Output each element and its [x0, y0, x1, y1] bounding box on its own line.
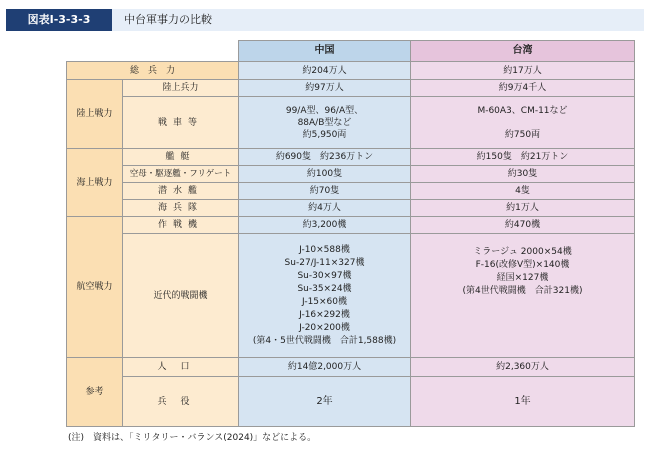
cell-taiwan-service: 1年	[411, 377, 635, 427]
taiwan-tanks-line: M-60A3、CM-11など	[477, 105, 568, 116]
cell-china-ground-troops: 約97万人	[239, 80, 411, 97]
cell-taiwan-ground-troops: 約9万4千人	[411, 80, 635, 97]
table-row	[67, 183, 635, 200]
table-row	[67, 80, 635, 97]
cell-taiwan-carriers: 約30隻	[411, 166, 635, 183]
china-tanks-line: 88A/B型など	[297, 117, 352, 128]
row-label-total: 総 兵 力	[67, 62, 239, 80]
figure-label: 図表Ⅰ-3-3-3	[6, 9, 112, 31]
row-label-population: 人口	[123, 358, 239, 377]
cell-china-population: 約14億2,000万人	[239, 358, 411, 377]
china-tanks-line: 99/A型、96/A型、	[285, 105, 364, 116]
cell-taiwan-population: 約2,360万人	[411, 358, 635, 377]
row-label-ground-troops: 陸上兵力	[123, 80, 239, 97]
category-ground: 陸上戦力	[67, 80, 123, 149]
china-fighter-line: J-20×200機	[299, 322, 350, 333]
row-label-combat-aircraft: 作戦機	[123, 217, 239, 234]
row-label-marines: 海兵隊	[123, 200, 239, 217]
table-row	[67, 149, 635, 166]
column-header-taiwan: 台湾	[411, 41, 635, 62]
table-row	[67, 377, 635, 427]
cell-taiwan-ships: 約150隻 約21万トン	[411, 149, 635, 166]
china-fighter-line: J-15×60機	[301, 296, 348, 307]
table-header-row	[67, 41, 635, 62]
table-row	[67, 358, 635, 377]
cell-china-tanks	[239, 97, 411, 149]
cell-china-combat-aircraft: 約3,200機	[239, 217, 411, 234]
figure-title: 中台軍事力の比較	[124, 13, 212, 26]
cell-taiwan-marines: 約1万人	[411, 200, 635, 217]
category-naval: 海上戦力	[67, 149, 123, 217]
taiwan-fighter-line: ミラージュ 2000×54機	[473, 247, 572, 257]
table-row	[67, 62, 635, 80]
table-row	[67, 166, 635, 183]
taiwan-fighter-line: 経国×127機	[496, 273, 549, 283]
row-label-submarines: 潜水艦	[123, 183, 239, 200]
cell-china-submarines: 約70隻	[239, 183, 411, 200]
china-tanks-line: 約5,950両	[302, 129, 347, 140]
taiwan-fighter-line: (第4世代戦闘機 合計321機)	[462, 286, 583, 296]
comparison-table	[66, 40, 635, 427]
source-note: (注) 資料は、「ミリタリー・バランス(2024)」などによる。	[68, 433, 317, 443]
china-fighter-line: J-16×292機	[299, 309, 350, 320]
row-label-ships: 艦艇	[123, 149, 239, 166]
category-air: 航空戦力	[67, 217, 123, 358]
column-header-china: 中国	[239, 41, 411, 62]
row-label-modern-fighters: 近代的戦闘機	[123, 234, 239, 358]
china-fighter-line: Su-35×24機	[297, 283, 352, 294]
cell-taiwan-modern-fighters	[411, 234, 635, 358]
table-row	[67, 234, 635, 358]
table-row	[67, 97, 635, 149]
china-fighter-line: Su-30×97機	[297, 270, 352, 281]
china-fighter-line: Su-27/J-11×327機	[284, 257, 365, 268]
cell-taiwan-combat-aircraft: 約470機	[411, 217, 635, 234]
taiwan-fighter-line: F-16(改修V型)×140機	[475, 260, 570, 270]
table-row	[67, 200, 635, 217]
cell-china-marines: 約4万人	[239, 200, 411, 217]
china-fighter-line: J-10×588機	[299, 244, 350, 255]
row-label-carriers: 空母・駆逐艦・フリゲート	[123, 166, 239, 183]
row-label-tanks: 戦車等	[123, 97, 239, 149]
category-reference: 参考	[67, 358, 123, 427]
spacer	[413, 117, 632, 129]
cell-taiwan-tanks	[411, 97, 635, 149]
cell-taiwan-submarines: 4隻	[411, 183, 635, 200]
china-fighter-line: (第4・5世代戦闘機 合計1,588機)	[252, 335, 397, 346]
cell-taiwan-total: 約17万人	[411, 62, 635, 80]
blank-corner	[67, 41, 239, 62]
cell-china-ships: 約690隻 約236万トン	[239, 149, 411, 166]
cell-china-carriers: 約100隻	[239, 166, 411, 183]
cell-china-service: 2年	[239, 377, 411, 427]
taiwan-tanks-line: 約750両	[504, 129, 541, 140]
cell-china-modern-fighters	[239, 234, 411, 358]
cell-china-total: 約204万人	[239, 62, 411, 80]
table-row	[67, 217, 635, 234]
row-label-service: 兵役	[123, 377, 239, 427]
